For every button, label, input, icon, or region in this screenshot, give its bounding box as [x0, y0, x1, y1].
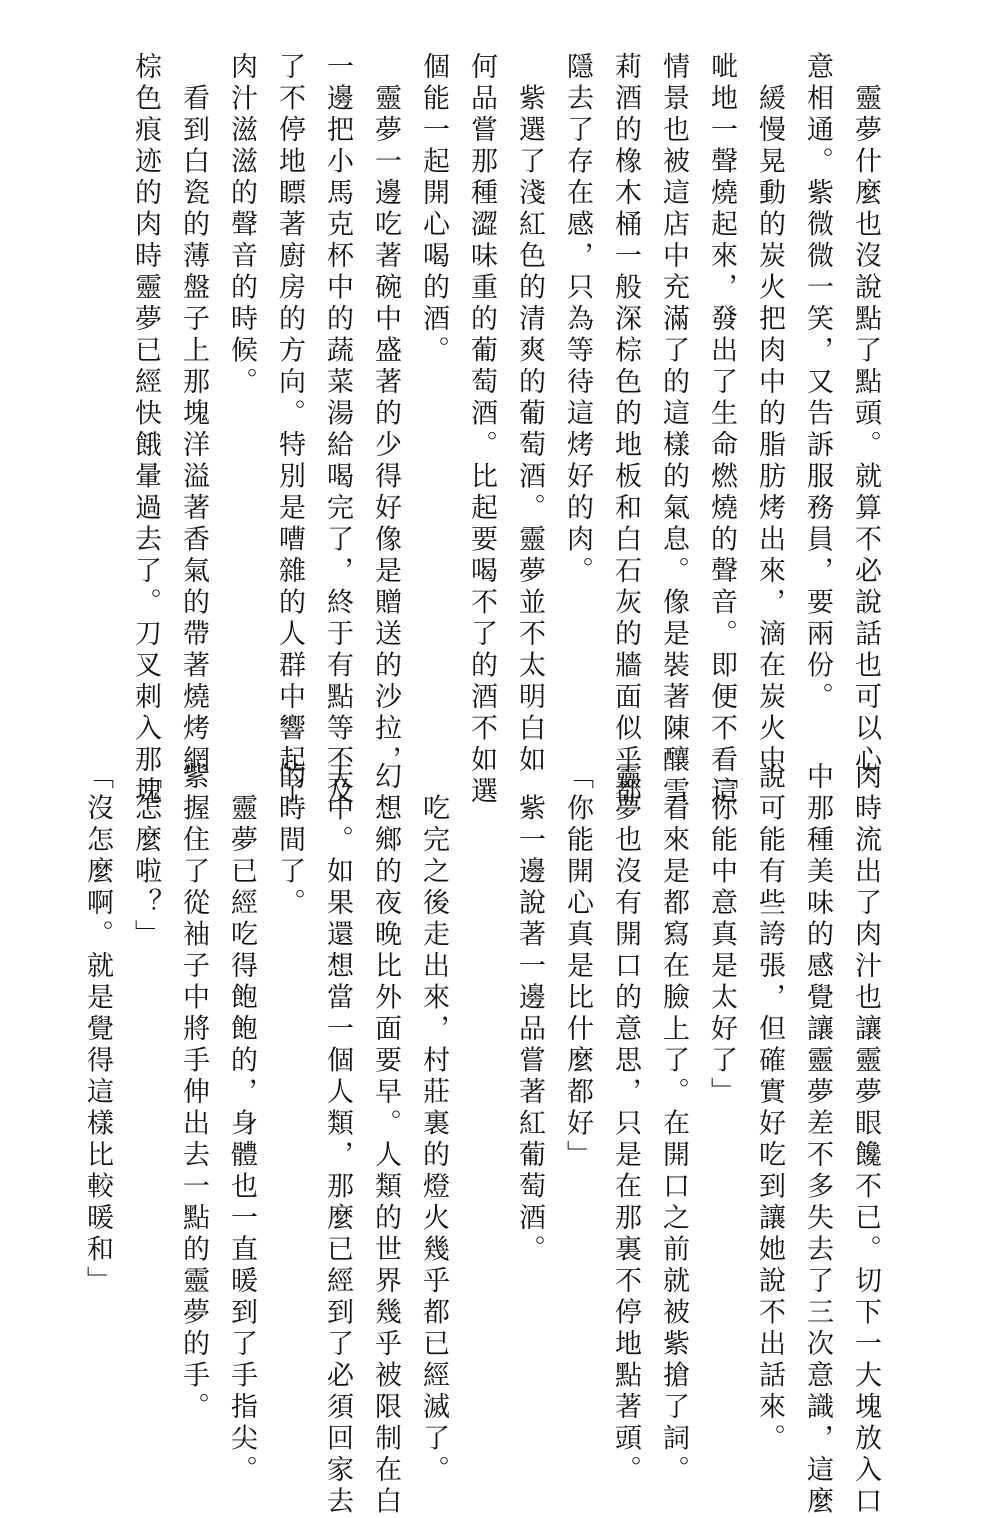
text-line: 天中。如果還想當一個人類，那麼已經到了必須回家去: [322, 762, 353, 1518]
text-line: 肉時流出了肉汁也讓靈夢眼饞不已。切下一大塊放入口: [850, 762, 881, 1518]
text-line: 一邊把小馬克杯中的蔬菜湯給喝完了，終于有點等不及: [322, 52, 353, 808]
text-line: 紫一邊說著一邊品嘗著紅葡萄酒。: [514, 762, 545, 1266]
text-line: 莉酒的橡木桶一般深棕色的地板和白石灰的牆面似乎都: [610, 52, 641, 808]
text-line: 情景也被這店中充滿了的這樣的氣息。像是裝著陳釀雪: [658, 52, 689, 808]
text-block-top: [109, 52, 889, 808]
text-line: 靈夢也沒有開口的意思，只是在那裏不停地點著頭。: [610, 762, 641, 1487]
text-line: 吃完之後走出來，村莊裏的燈火幾乎都已經滅了。: [418, 762, 449, 1487]
text-line: 肉汁滋滋的聲音的時候。: [226, 52, 257, 399]
text-line: 隱去了存在感，只為等待這烤好的肉。: [562, 52, 593, 588]
text-line: 說可能有些誇張，但確實好吃到讓她說不出話來。: [754, 762, 785, 1455]
text-line: 靈夢一邊吃著碗中盛著的少得好像是贈送的沙拉，: [370, 52, 401, 777]
text-line: 呲地一聲燒起來，發出了生命燃燒的聲音。即便不看這: [706, 52, 737, 808]
text-line: 「你能中意真是太好了」: [706, 762, 737, 1109]
text-line: 靈夢已經吃得飽飽的，身體也一直暖到了手指尖。: [226, 762, 257, 1487]
text-line: 「你能開心真是比什麼都好」: [562, 762, 593, 1172]
text-line: 中那種美味的感覺讓靈夢差不多失去了三次意識，這麼: [802, 762, 833, 1518]
text-line: 看到白瓷的薄盤子上那塊洋溢著香氣的帶著燒烤網: [178, 52, 209, 777]
text-line: 了不停地瞟著廚房的方向。特別是嘈雜的人群中響起了: [274, 52, 305, 808]
text-line: 的時間了。: [274, 762, 305, 920]
text-line: 靈夢什麼也沒說點了點頭。就算不必說話也可以心: [850, 52, 881, 777]
text-line: 緩慢晃動的炭火把肉中的脂肪烤出來，滴在炭火中: [754, 52, 785, 777]
text-line: 個能一起開心喝的酒。: [418, 52, 449, 367]
text-line: 「怎麼啦？」: [130, 762, 161, 951]
text-line: 棕色痕迹的肉時靈夢已經快餓暈過去了。刀叉刺入那塊: [130, 52, 161, 808]
text-line: 「沒怎麼啊。就是覺得這樣比較暖和」: [82, 762, 113, 1298]
text-line: 意相通。紫微微一笑，又告訴服務員，要兩份。: [802, 52, 833, 714]
text-line: 紫選了淺紅色的清爽的葡萄酒。靈夢並不太明白如: [514, 52, 545, 777]
text-line: [457, 762, 505, 1442]
text-line: 看來是都寫在臉上了。在開口之前就被紫搶了詞。: [658, 762, 689, 1487]
text-line: 紫握住了從袖子中將手伸出去一點的靈夢的手。: [178, 762, 209, 1424]
text-line: 幻想鄉的夜晚比外面要早。人類的世界幾乎被限制在白: [370, 762, 401, 1518]
text-block-bottom: [82, 762, 889, 1518]
text-line: 何品嘗那種澀味重的葡萄酒。比起要喝不了的酒不如選: [466, 52, 497, 808]
